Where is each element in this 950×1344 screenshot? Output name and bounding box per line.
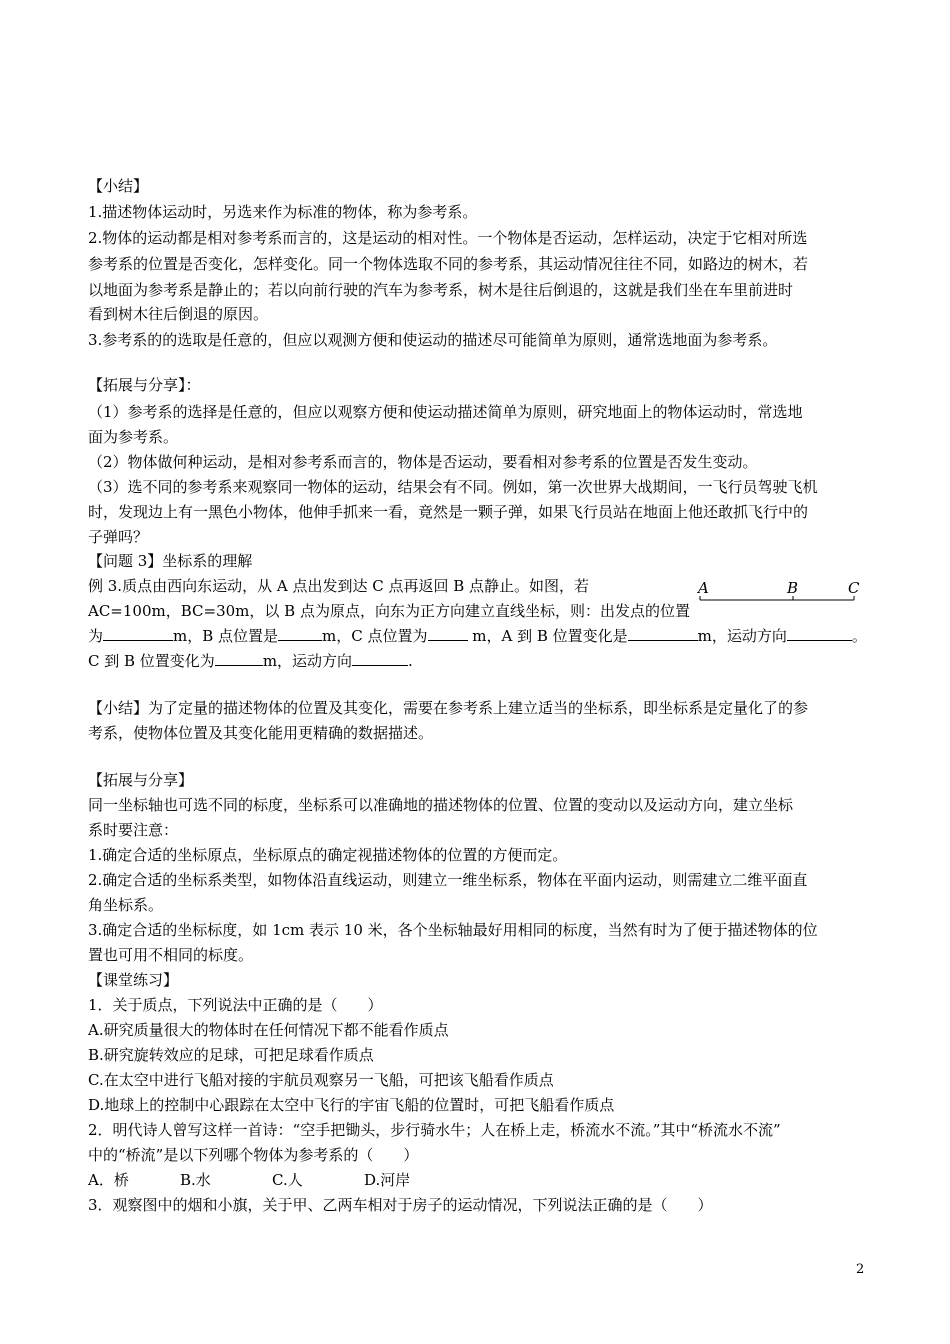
diagram-label-b: B [787, 579, 799, 597]
fill-text: m，运动方向 [262, 652, 353, 670]
exercise-2-question: 2．明代诗人曾写这样一首诗：“空手把锄头，步行骑水牛；人在桥上走，桥流水不流。”其中“桥流水不流” [88, 1121, 781, 1139]
summary-point-1: 1.描述物体运动时，另选来作为标准的物体，称为参考系。 [88, 203, 478, 221]
answer-blank[interactable] [103, 626, 173, 641]
exercise-1-option-b: B.研究旋转效应的足球，可把足球看作质点 [88, 1046, 374, 1064]
answer-blank[interactable] [787, 626, 852, 641]
example-3-text-cont: AC=100m，BC=30m，以 B 点为原点，向东为正方向建立直线坐标，则：出发点的位置 [88, 602, 690, 620]
summary-point-2: 2.物体的运动都是相对参考系而言的，这是运动的相对性。一个物体是否运动，怎样运动，决定于它相对所选 [88, 229, 808, 247]
exercise-2-option-d: D.河岸 [364, 1171, 411, 1189]
fill-text: m，运动方向 [697, 627, 787, 645]
exercise-2-options [88, 1170, 410, 1190]
summary-point-2-cont: 以地面为参考系是静止的；若以向前行驶的汽车为参考系，树木是往后倒退的，这就是我们坐在车里前进时 [88, 281, 794, 299]
extension-2-point-1: 1.确定合适的坐标原点，坐标原点的确定视描述物体的位置的方便而定。 [88, 846, 568, 864]
answer-blank[interactable] [352, 651, 408, 666]
extension-2-text: 同一坐标轴也可选不同的标度，坐标系可以准确地的描述物体的位置、位置的变动以及运动方向，建立坐标 [88, 796, 794, 814]
fill-text: . [408, 652, 413, 670]
diagram-label-c: C [848, 579, 860, 597]
example-3-text: 例 3.质点由西向东运动，从 A 点出发到达 C 点再返回 B 点静止。如图，若 [88, 577, 590, 595]
extension-point-2: （2）物体做何种运动，是相对参考系而言的，物体是否运动，要看相对参考系的位置是否发生变动。 [88, 453, 758, 471]
exercise-2-option-c: C.人 [272, 1171, 303, 1189]
extension-2-point-2: 2.确定合适的坐标系类型，如物体沿直线运动，则建立一维坐标系，物体在平面内运动，则需建立二维平面直 [88, 871, 808, 889]
exercise-2-option-a: A．桥 [88, 1171, 129, 1189]
extension-heading: 【拓展与分享】： [88, 376, 201, 394]
example-3-fill-line-2 [88, 651, 413, 671]
answer-blank[interactable] [215, 651, 263, 666]
summary-point-2-cont: 看到树木往后倒退的原因。 [88, 305, 269, 323]
exercise-3-question: 3．观察图中的烟和小旗，关于甲、乙两车相对于房子的运动情况，下列说法正确的是（ ） [88, 1196, 713, 1214]
extension-2-point-3: 3.确定合适的坐标标度，如 1cm 表示 10 米，各个坐标轴最好用相同的标度，当然有时为了便于描述物体的位 [88, 921, 818, 939]
extension-point-1: （1）参考系的选择是任意的，但应以观察方便和使运动描述简单为原则，研究地面上的物体运动时，常选地 [88, 403, 803, 421]
fill-text: m，A 到 B 位置变化是 [467, 627, 628, 645]
fill-text: C 到 B 位置变化为 [88, 652, 215, 670]
summary-point-2-cont: 参考系的位置是否变化，怎样变化。同一个物体选取不同的参考系，其运动情况往往不同，如路边的树木，若 [88, 255, 809, 273]
exercise-1-option-c: C.在太空中进行飞船对接的宇航员观察另一飞船，可把该飞船看作质点 [88, 1071, 554, 1089]
fill-text: 。 [851, 627, 867, 645]
exercise-2-option-b: B.水 [180, 1171, 211, 1189]
fill-text: 为 [88, 627, 104, 645]
summary-2-text-cont: 考系，使物体位置及其变化能用更精确的数据描述。 [88, 724, 434, 742]
exercise-1-question: 1．关于质点，下列说法中正确的是（ ） [88, 996, 383, 1014]
answer-blank[interactable] [428, 626, 468, 641]
diagram-label-a: A [698, 579, 709, 597]
exercise-1-option-d: D.地球上的控制中心跟踪在太空中飞行的宇宙飞船的位置时，可把飞船看作质点 [88, 1096, 615, 1114]
summary-point-3: 3.参考系的的选取是任意的，但应以观测方便和使运动的描述尽可能简单为原则，通常选地面为参考系。 [88, 331, 778, 349]
page-number: 2 [856, 1262, 865, 1277]
extension-2-text-cont: 系时要注意： [88, 821, 179, 839]
exercise-2-question-cont: 中的“桥流”是以下列哪个物体为参考系的（ ） [88, 1146, 419, 1164]
exercise-heading: 【课堂练习】 [88, 971, 179, 989]
answer-blank[interactable] [628, 626, 698, 641]
question-3-heading: 【问题 3】坐标系的理解 [88, 552, 253, 570]
line-abc-diagram [696, 578, 866, 608]
summary-2-text: 【小结】为了定量的描述物体的位置及其变化，需要在参考系上建立适当的坐标系，即坐标系是定量化了的参 [88, 699, 809, 717]
extension-2-heading: 【拓展与分享】 [88, 771, 194, 789]
fill-text: m，B 点位置是 [173, 627, 279, 645]
extension-2-point-3-cont: 置也可用不相同的标度。 [88, 946, 254, 964]
example-3-fill-line-1 [88, 626, 867, 646]
summary-heading: 【小结】 [88, 177, 149, 195]
extension-point-3: （3）选不同的参考系来观察同一物体的运动，结果会有不同。例如，第一次世界大战期间，一飞行员驾驶飞机 [88, 478, 818, 496]
exercise-1-option-a: A.研究质量很大的物体时在任何情况下都不能看作质点 [88, 1021, 449, 1039]
extension-point-3-cont: 子弹吗？ [88, 528, 149, 546]
extension-point-1-cont: 面为参考系。 [88, 428, 179, 446]
fill-text: m，C 点位置为 [322, 627, 428, 645]
extension-2-point-2-cont: 角坐标系。 [88, 896, 164, 914]
extension-point-3-cont: 时，发现边上有一黑色小物体，他伸手抓来一看，竟然是一颗子弹，如果飞行员站在地面上他还敢抓飞行中的 [88, 503, 809, 521]
answer-blank[interactable] [278, 626, 322, 641]
